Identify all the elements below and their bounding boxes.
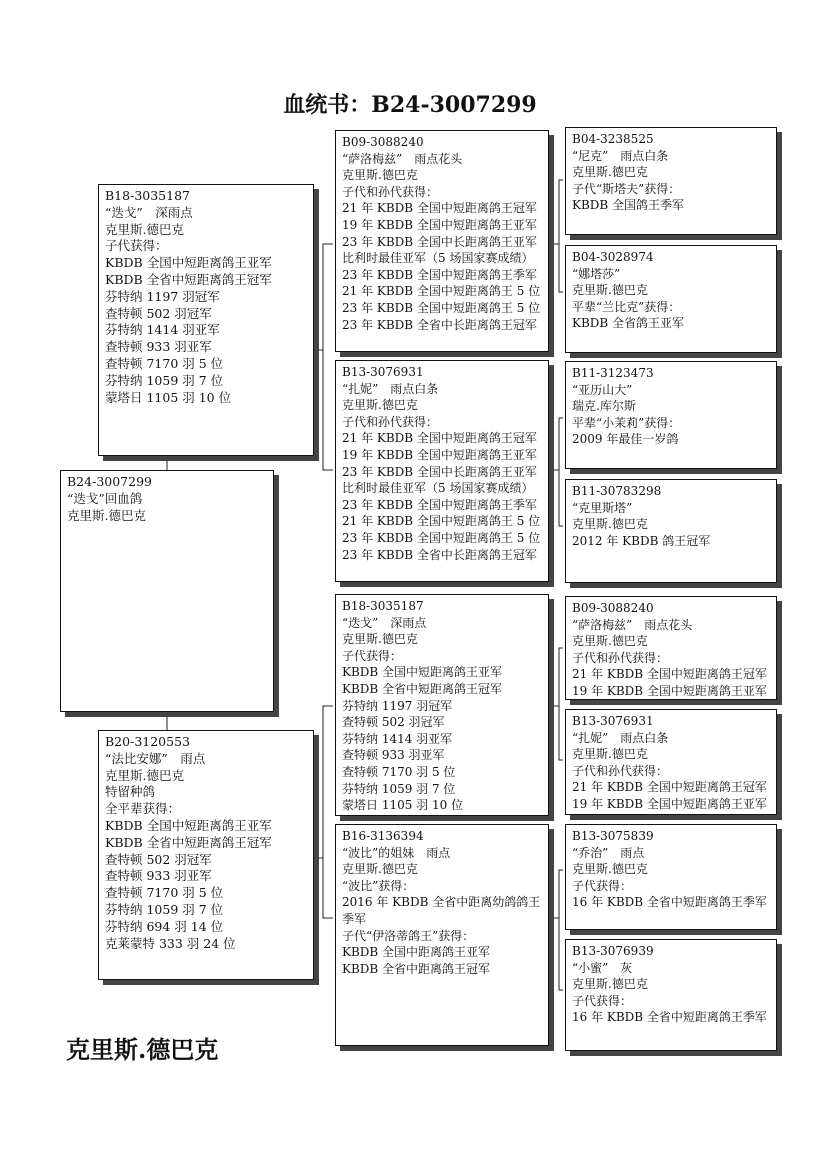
ancestor-box	[565, 939, 777, 1051]
pigeon-name: “迭戈” 深雨点	[105, 204, 193, 220]
ancestor-box	[565, 361, 777, 469]
record-line: 芬特纳 1414 羽亚军	[105, 322, 220, 338]
ring-number: B13-3076931	[572, 714, 654, 728]
record-line: 蒙塔日 1105 羽 10 位	[342, 798, 464, 813]
record-line: 芬特纳 1059 羽 7 位	[342, 781, 456, 796]
ring-number: B20-3120553	[105, 734, 190, 749]
grandsire-paternal-box	[335, 130, 549, 352]
record-line: 16 年 KBDB 全省中短距离鸽王季军	[572, 895, 767, 910]
breeder: 克里斯.德巴克	[342, 862, 418, 877]
record-line: 子代获得：	[572, 878, 633, 893]
record-line: 19 年 KBDB 全国中短距离鸽王亚军	[342, 217, 537, 232]
pigeon-name: “克里斯塔”	[572, 500, 633, 515]
record-line: KBDB 全国中短距离鸽王亚军	[342, 665, 503, 680]
pigeon-name: “娜塔莎”	[572, 266, 621, 281]
ring-number: B11-30783298	[572, 484, 662, 498]
record-line: 19 年 KBDB 全国中短距离鸽王亚军	[572, 796, 767, 811]
record-line: 查特顿 933 羽亚军	[105, 868, 212, 884]
record-line: 子代获得：	[572, 993, 633, 1008]
record-line: 查特顿 933 羽亚军	[105, 339, 212, 355]
page-title: 血统书：B24-3007299	[283, 92, 537, 118]
breeder: 克里斯.德巴克	[572, 862, 648, 877]
record-line: KBDB 全省鸽王亚军	[572, 316, 685, 331]
record-line: 查特顿 933 羽亚军	[342, 748, 445, 763]
breeder: 克里斯.德巴克	[572, 165, 648, 180]
record-line: 21 年 KBDB 全国中短距离鸽王 5 位	[342, 514, 541, 529]
record-line: 子代“斯塔夫”获得：	[572, 181, 681, 196]
record-line: 特留种鸽	[105, 784, 156, 800]
pigeon-box	[60, 470, 274, 712]
record-line: 2012 年 KBDB 鸽王冠军	[572, 533, 711, 548]
record-line: 21 年 KBDB 全国中短距离鸽王冠军	[572, 780, 767, 795]
ring-number: B13-3075839	[572, 829, 654, 843]
record-line: 2016 年 KBDB 全省中距离幼鸽鸽王季军	[342, 895, 541, 926]
breeder: 克里斯.德巴克	[67, 507, 146, 523]
pigeon-name: “法比安娜” 雨点	[105, 750, 206, 766]
record-line: 平辈“小茉莉”获得：	[572, 415, 681, 430]
ring-number: B18-3035187	[342, 599, 424, 613]
ring-number: B11-3123473	[572, 366, 654, 380]
record-line: 查特顿 7170 羽 5 位	[105, 355, 224, 371]
record-line: 23 年 KBDB 全国中长距离鸽王亚军	[342, 464, 537, 479]
record-line: 19 年 KBDB 全国中短距离鸽王亚军	[342, 447, 537, 462]
record-line: 21 年 KBDB 全国中短距离鸽王 5 位	[342, 284, 541, 299]
ancestor-box	[565, 824, 777, 930]
breeder: 克里斯.德巴克	[342, 168, 418, 183]
record-line: 子代和孙代获得：	[342, 414, 439, 429]
pigeon-name: “小蜜” 灰	[572, 960, 633, 975]
record-line: 全平辈获得：	[105, 801, 181, 817]
breeder: 克里斯.德巴克	[572, 283, 648, 298]
pigeon-name: “萨洛梅兹” 雨点花头	[572, 617, 693, 632]
breeder: 克里斯.德巴克	[572, 977, 648, 992]
ancestor-box	[565, 245, 777, 353]
record-line: 16 年 KBDB 全省中短距离鸽王季军	[572, 1010, 767, 1025]
pigeon-name: “扎妮” 雨点白条	[572, 730, 669, 745]
record-line: KBDB 全省中距离鸽王冠军	[342, 961, 491, 976]
record-line: 比利时最佳亚军（5 场国家赛成绩）	[342, 481, 534, 496]
record-line: 19 年 KBDB 全国中短距离鸽王亚军	[572, 683, 767, 698]
record-line: 蒙塔日 1105 羽 10 位	[105, 389, 232, 405]
pigeon-name: “萨洛梅兹” 雨点花头	[342, 151, 463, 166]
ring-number: B16-3136394	[342, 829, 424, 843]
record-line: 23 年 KBDB 全国中短距离鸽王 5 位	[342, 300, 541, 315]
record-line: 平辈“兰比克”获得：	[572, 299, 681, 314]
breeder: 克里斯.德巴克	[572, 747, 648, 762]
pigeon-name: “乔治” 雨点	[572, 845, 645, 860]
record-line: 23 年 KBDB 全省中长距离鸽王冠军	[342, 317, 537, 332]
ring-number: B24-3007299	[67, 474, 152, 489]
ancestor-box	[565, 127, 777, 235]
record-line: 查特顿 7170 羽 5 位	[105, 885, 224, 901]
record-line: KBDB 全国中距离鸽王亚军	[342, 945, 491, 960]
breeder: 瑞克.库尔斯	[572, 399, 636, 414]
sire-box	[98, 184, 314, 456]
ring-number: B13-3076939	[572, 944, 654, 958]
record-line: 2009 年最佳一岁鸽	[572, 432, 679, 447]
record-line: 21 年 KBDB 全国中短距离鸽王冠军	[342, 201, 537, 216]
record-line: KBDB 全省中短距离鸽王冠军	[105, 271, 272, 287]
record-line: 23 年 KBDB 全国中短距离鸽王季军	[342, 267, 537, 282]
ring-number: B04-3238525	[572, 132, 654, 146]
record-line: 芬特纳 1414 羽亚军	[342, 731, 453, 746]
dam-box	[98, 730, 314, 980]
record-line: 23 年 KBDB 全国中短距离鸽王季军	[342, 497, 537, 512]
record-line: 子代获得：	[342, 648, 403, 663]
record-line: 比利时最佳亚军（5 场国家赛成绩）	[342, 251, 534, 266]
record-line: 子代获得：	[105, 238, 168, 254]
owner-name: 克里斯.德巴克	[66, 1035, 219, 1064]
ring-number: B09-3088240	[572, 601, 654, 615]
ring-number: B18-3035187	[105, 188, 190, 203]
record-line: 芬特纳 1059 羽 7 位	[105, 372, 224, 388]
granddam-maternal-box	[335, 824, 549, 1046]
ancestor-box	[565, 596, 777, 700]
record-line: 克莱蒙特 333 羽 24 位	[105, 935, 236, 951]
record-line: 23 年 KBDB 全省中长距离鸽王冠军	[342, 547, 537, 562]
pigeon-name: “扎妮” 雨点白条	[342, 381, 439, 396]
pigeon-name: “波比”的姐妹 雨点	[342, 845, 451, 860]
record-line: KBDB 全国鸽王季军	[572, 198, 685, 213]
record-line: 21 年 KBDB 全国中短距离鸽王冠军	[572, 667, 767, 682]
pigeon-name: “亚历山大”	[572, 382, 633, 397]
ring-number: B09-3088240	[342, 135, 424, 149]
record-line: 子代和孙代获得：	[572, 650, 669, 665]
record-line: KBDB 全国中短距离鸽王亚军	[105, 817, 272, 833]
granddam-paternal-box	[335, 360, 549, 582]
record-line: 查特顿 502 羽冠军	[105, 305, 212, 321]
breeder: 克里斯.德巴克	[342, 632, 418, 647]
record-line: 芬特纳 1197 羽冠军	[105, 288, 220, 304]
breeder: 克里斯.德巴克	[572, 634, 648, 649]
record-line: 查特顿 7170 羽 5 位	[342, 764, 456, 779]
record-line: 查特顿 502 羽冠军	[342, 715, 445, 730]
ancestor-box	[565, 479, 777, 583]
ring-number: B13-3076931	[342, 365, 424, 379]
record-line: 查特顿 502 羽冠军	[105, 851, 212, 867]
record-line: KBDB 全省中短距离鸽王冠军	[342, 681, 503, 696]
record-line: 子代“伊洛蒂鸽王”获得：	[342, 928, 475, 943]
breeder: 克里斯.德巴克	[342, 398, 418, 413]
record-line: “波比”获得：	[342, 878, 415, 893]
record-line: 23 年 KBDB 全国中长距离鸽王亚军	[342, 234, 537, 249]
pigeon-name: “迭戈” 深雨点	[342, 615, 427, 630]
record-line: 23 年 KBDB 全国中短距离鸽王 5 位	[342, 530, 541, 545]
pigeon-name: “尼克” 雨点白条	[572, 148, 669, 163]
breeder: 克里斯.德巴克	[572, 517, 648, 532]
breeder: 克里斯.德巴克	[105, 221, 184, 237]
record-line: 子代和孙代获得：	[572, 763, 669, 778]
record-line: 芬特纳 1059 羽 7 位	[105, 901, 224, 917]
pigeon-name: “迭戈”回血鸽	[67, 490, 143, 506]
record-line: 子代和孙代获得：	[342, 184, 439, 199]
grandsire-maternal-box	[335, 594, 549, 816]
ancestor-box	[565, 709, 777, 815]
record-line: KBDB 全省中短距离鸽王冠军	[105, 834, 272, 850]
record-line: 芬特纳 1197 羽冠军	[342, 698, 453, 713]
breeder: 克里斯.德巴克	[105, 767, 184, 783]
record-line: 21 年 KBDB 全国中短距离鸽王冠军	[342, 431, 537, 446]
record-line: 芬特纳 694 羽 14 位	[105, 918, 224, 934]
ring-number: B04-3028974	[572, 250, 654, 264]
record-line: KBDB 全国中短距离鸽王亚军	[105, 255, 272, 271]
